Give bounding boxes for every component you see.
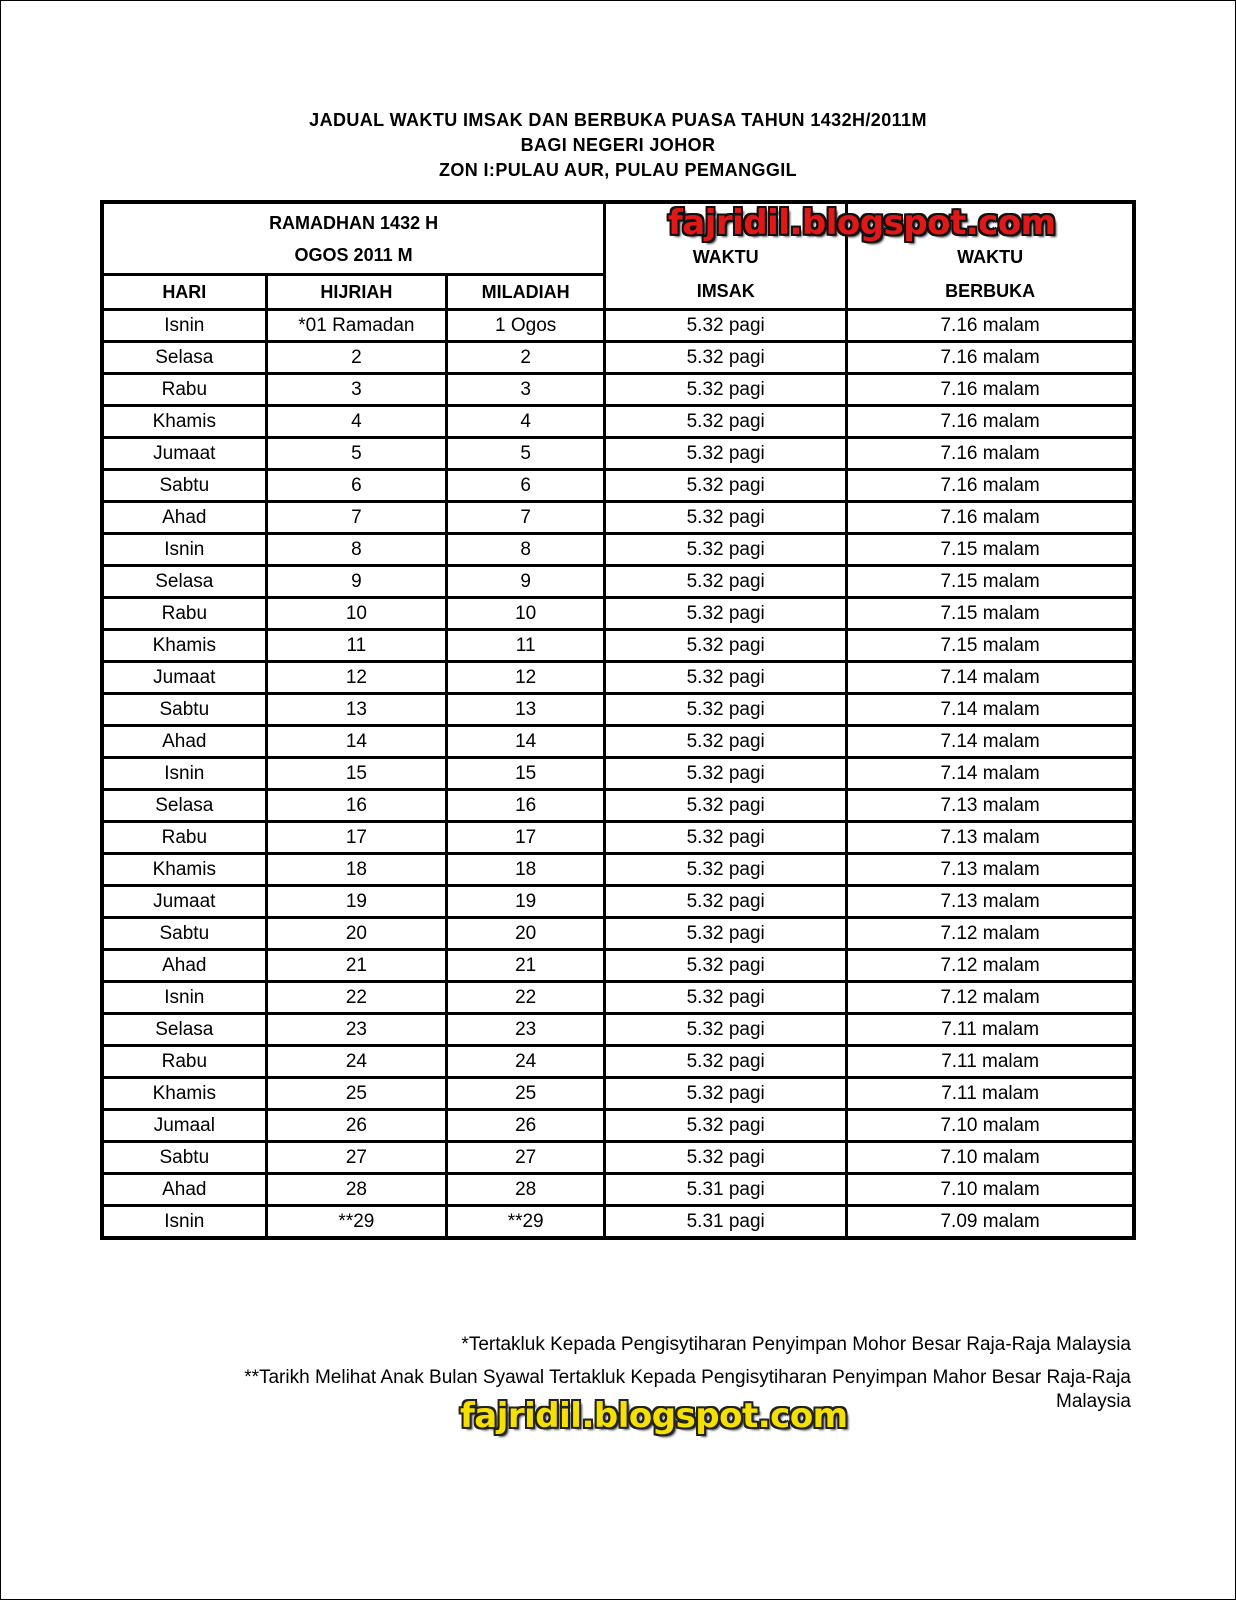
cell-miladiah: 14 [447,726,605,758]
table-row [102,1014,1134,1046]
cell-miladiah: 15 [447,758,605,790]
table-row [102,822,1134,854]
footnote-2: **Tarikh Melihat Anak Bulan Syawal Tertakluk Kepada Pengisytiharan Penyimpan Mahor Besar Raja-Raja Malaysia [244,1367,1131,1412]
cell-miladiah: 6 [447,470,605,502]
table-row [102,1110,1134,1142]
cell-imsak: 5.31 pagi [605,1206,847,1239]
cell-berbuka: 7.16 malam [847,438,1134,470]
cell-miladiah: 21 [447,950,605,982]
cell-hijriah: 27 [266,1142,447,1174]
table-row [102,1078,1134,1110]
cell-berbuka: 7.13 malam [847,822,1134,854]
cell-hari: Isnin [102,758,266,790]
cell-imsak: 5.32 pagi [605,1046,847,1078]
cell-hari: Jumaat [102,886,266,918]
table-row [102,502,1134,534]
cell-miladiah: 9 [447,566,605,598]
cell-miladiah: 11 [447,630,605,662]
cell-hari: Isnin [102,1206,266,1239]
cell-berbuka: 7.10 malam [847,1174,1134,1206]
cell-hijriah: *01 Ramadan [266,310,447,342]
cell-hari: Ahad [102,502,266,534]
cell-miladiah: 22 [447,982,605,1014]
cell-imsak: 5.32 pagi [605,534,847,566]
cell-hijriah: 6 [266,470,447,502]
cell-berbuka: 7.13 malam [847,854,1134,886]
table-body [102,310,1134,1239]
watermark-bottom: fajridil.blogspot.com [460,1396,848,1436]
table-row [102,1174,1134,1206]
table-row [102,342,1134,374]
table-row [102,694,1134,726]
table-row [102,438,1134,470]
cell-hijriah: 9 [266,566,447,598]
cell-miladiah: 24 [447,1046,605,1078]
cell-hijriah: 15 [266,758,447,790]
cell-berbuka: 7.15 malam [847,566,1134,598]
header-hari: HARI [102,275,266,310]
cell-berbuka: 7.12 malam [847,950,1134,982]
cell-hari: Sabtu [102,918,266,950]
cell-hari: Khamis [102,854,266,886]
cell-hari: Ahad [102,726,266,758]
cell-hijriah: 7 [266,502,447,534]
cell-berbuka: 7.11 malam [847,1014,1134,1046]
cell-hijriah: 4 [266,406,447,438]
title-line-3: ZON I:PULAU AUR, PULAU PEMANGGIL [438,160,798,180]
cell-hijriah: 17 [266,822,447,854]
cell-berbuka: 7.12 malam [847,918,1134,950]
cell-berbuka: 7.16 malam [847,374,1134,406]
cell-miladiah: 7 [447,502,605,534]
cell-miladiah: 3 [447,374,605,406]
cell-berbuka: 7.13 malam [847,886,1134,918]
table-row [102,630,1134,662]
cell-hari: Isnin [102,310,266,342]
table-row [102,406,1134,438]
cell-imsak: 5.32 pagi [605,406,847,438]
table-row [102,950,1134,982]
cell-imsak: 5.32 pagi [605,1110,847,1142]
cell-imsak: 5.32 pagi [605,726,847,758]
cell-miladiah: 1 Ogos [447,310,605,342]
cell-berbuka: 7.16 malam [847,342,1134,374]
cell-miladiah: 20 [447,918,605,950]
cell-hijriah: 14 [266,726,447,758]
cell-imsak: 5.32 pagi [605,470,847,502]
header-group-line-1: RAMADHAN 1432 H [269,212,439,233]
cell-hari: Sabtu [102,470,266,502]
table-row [102,726,1134,758]
table-row [102,566,1134,598]
cell-miladiah: 8 [447,534,605,566]
cell-hijriah: 19 [266,886,447,918]
cell-imsak: 5.32 pagi [605,598,847,630]
cell-imsak: 5.32 pagi [605,950,847,982]
cell-berbuka: 7.15 malam [847,598,1134,630]
cell-imsak: 5.32 pagi [605,854,847,886]
cell-hijriah: 16 [266,790,447,822]
cell-imsak: 5.32 pagi [605,374,847,406]
header-group-ramadhan [102,202,605,275]
cell-berbuka: 7.16 malam [847,502,1134,534]
cell-berbuka: 7.10 malam [847,1110,1134,1142]
cell-hijriah: 23 [266,1014,447,1046]
cell-imsak: 5.32 pagi [605,982,847,1014]
cell-hari: Selasa [102,342,266,374]
cell-imsak: 5.32 pagi [605,662,847,694]
cell-hijriah: 18 [266,854,447,886]
watermark-top: fajridil.blogspot.com [668,203,1056,243]
header-berbuka-bottom: BERBUKA [945,281,1036,301]
cell-hari: Jumaat [102,438,266,470]
cell-hijriah: 10 [266,598,447,630]
cell-miladiah: 2 [447,342,605,374]
table-row [102,918,1134,950]
title-line-1: JADUAL WAKTU IMSAK DAN BERBUKA PUASA TAHUN 1432H/2011M [309,110,927,130]
cell-hari: Khamis [102,630,266,662]
cell-miladiah: **29 [447,1206,605,1239]
cell-miladiah: 26 [447,1110,605,1142]
title-line-2: BAGI NEGERI JOHOR [520,135,716,155]
cell-imsak: 5.32 pagi [605,1078,847,1110]
cell-miladiah: 27 [447,1142,605,1174]
table-row [102,598,1134,630]
cell-imsak: 5.32 pagi [605,630,847,662]
cell-imsak: 5.32 pagi [605,758,847,790]
cell-berbuka: 7.16 malam [847,310,1134,342]
table-row [102,1142,1134,1174]
cell-imsak: 5.32 pagi [605,502,847,534]
cell-hijriah: 25 [266,1078,447,1110]
header-miladiah: MILADIAH [447,275,605,310]
cell-miladiah: 12 [447,662,605,694]
header-imsak-top: WAKTU [692,247,759,267]
cell-hari: Jumaal [102,1110,266,1142]
cell-imsak: 5.31 pagi [605,1174,847,1206]
table-row [102,982,1134,1014]
cell-imsak: 5.32 pagi [605,790,847,822]
table-row [102,790,1134,822]
cell-berbuka: 7.16 malam [847,470,1134,502]
cell-miladiah: 18 [447,854,605,886]
table-row [102,854,1134,886]
cell-hijriah: 20 [266,918,447,950]
cell-hijriah: 12 [266,662,447,694]
cell-miladiah: 4 [447,406,605,438]
cell-hari: Selasa [102,566,266,598]
table-row [102,662,1134,694]
cell-miladiah: 23 [447,1014,605,1046]
cell-imsak: 5.32 pagi [605,1142,847,1174]
cell-hijriah: 11 [266,630,447,662]
table-row [102,1206,1134,1239]
cell-hijriah: 5 [266,438,447,470]
cell-hari: Rabu [102,822,266,854]
table-row [102,1046,1134,1078]
cell-hari: Isnin [102,982,266,1014]
cell-berbuka: 7.14 malam [847,662,1134,694]
table-row [102,470,1134,502]
cell-hari: Jumaat [102,662,266,694]
cell-hari: Sabtu [102,694,266,726]
cell-hijriah: **29 [266,1206,447,1239]
cell-hijriah: 8 [266,534,447,566]
table-row [102,374,1134,406]
cell-miladiah: 25 [447,1078,605,1110]
cell-miladiah: 13 [447,694,605,726]
cell-hijriah: 24 [266,1046,447,1078]
cell-imsak: 5.32 pagi [605,342,847,374]
cell-imsak: 5.32 pagi [605,918,847,950]
cell-miladiah: 10 [447,598,605,630]
cell-berbuka: 7.10 malam [847,1142,1134,1174]
cell-imsak: 5.32 pagi [605,822,847,854]
cell-berbuka: 7.13 malam [847,790,1134,822]
cell-imsak: 5.32 pagi [605,1014,847,1046]
footnote-1: *Tertakluk Kepada Pengisytiharan Penyimpan Mohor Besar Raja-Raja Malaysia [461,1334,1131,1355]
cell-hari: Ahad [102,950,266,982]
cell-hari: Khamis [102,1078,266,1110]
cell-hari: Rabu [102,1046,266,1078]
cell-hari: Isnin [102,534,266,566]
cell-imsak: 5.32 pagi [605,886,847,918]
header-berbuka-top: WAKTU [957,247,1024,267]
cell-hijriah: 3 [266,374,447,406]
table-row [102,310,1134,342]
cell-berbuka: 7.11 malam [847,1078,1134,1110]
cell-imsak: 5.32 pagi [605,438,847,470]
cell-miladiah: 17 [447,822,605,854]
table-row [102,534,1134,566]
cell-hijriah: 2 [266,342,447,374]
cell-hari: Selasa [102,1014,266,1046]
cell-berbuka: 7.12 malam [847,982,1134,1014]
cell-hari: Rabu [102,598,266,630]
table-row [102,886,1134,918]
cell-hijriah: 22 [266,982,447,1014]
schedule-table [100,200,1136,1240]
cell-hijriah: 13 [266,694,447,726]
cell-miladiah: 16 [447,790,605,822]
cell-berbuka: 7.14 malam [847,694,1134,726]
table-row [102,758,1134,790]
cell-berbuka: 7.09 malam [847,1206,1134,1239]
cell-imsak: 5.32 pagi [605,694,847,726]
cell-hijriah: 28 [266,1174,447,1206]
cell-miladiah: 19 [447,886,605,918]
cell-berbuka: 7.11 malam [847,1046,1134,1078]
cell-hijriah: 26 [266,1110,447,1142]
cell-hari: Rabu [102,374,266,406]
header-hijriah: HIJRIAH [266,275,447,310]
header-imsak-bottom: IMSAK [696,281,755,301]
cell-miladiah: 28 [447,1174,605,1206]
cell-berbuka: 7.15 malam [847,630,1134,662]
cell-hari: Ahad [102,1174,266,1206]
header-group-line-2: OGOS 2011 M [294,244,413,265]
cell-imsak: 5.32 pagi [605,310,847,342]
cell-berbuka: 7.15 malam [847,534,1134,566]
cell-hari: Selasa [102,790,266,822]
cell-miladiah: 5 [447,438,605,470]
cell-hari: Sabtu [102,1142,266,1174]
cell-berbuka: 7.14 malam [847,758,1134,790]
document-title [0,108,1236,183]
cell-berbuka: 7.16 malam [847,406,1134,438]
cell-imsak: 5.32 pagi [605,566,847,598]
cell-hijriah: 21 [266,950,447,982]
cell-hari: Khamis [102,406,266,438]
cell-berbuka: 7.14 malam [847,726,1134,758]
